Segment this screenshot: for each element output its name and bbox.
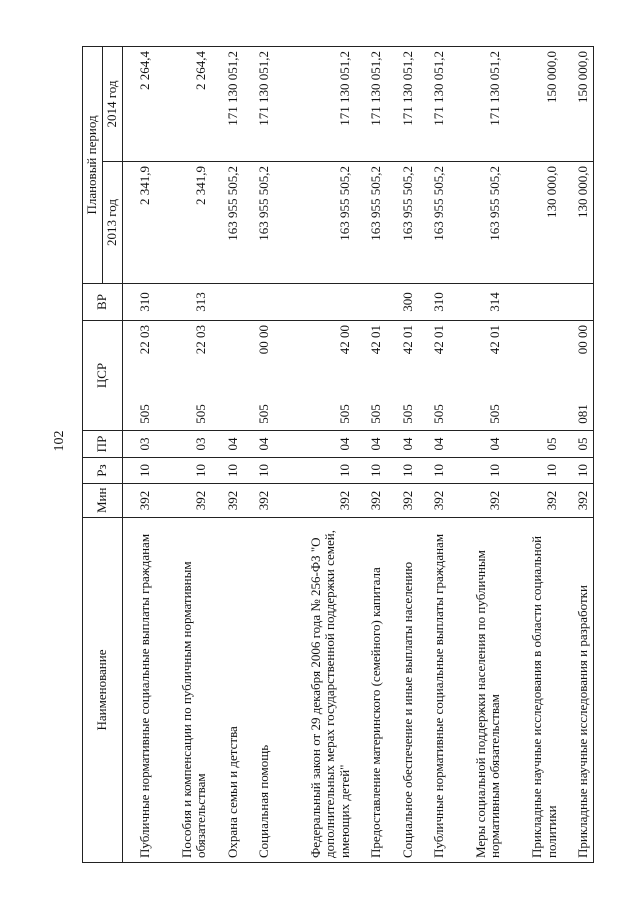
row-csr xyxy=(561,321,593,431)
row-2014: 150 000,0 xyxy=(561,46,593,161)
row-csr-part1: 505 xyxy=(337,404,353,424)
row-csr-part1: 505 xyxy=(431,404,447,424)
row-vr: 310 xyxy=(417,284,448,321)
table-row xyxy=(211,46,242,862)
row-2014: 2 264,4 xyxy=(155,46,211,161)
header-year-2014: 2014 год xyxy=(103,46,123,161)
row-2014: 171 130 051,2 xyxy=(355,46,386,161)
row-2013: 163 955 505,2 xyxy=(417,162,448,284)
row-rz: 10 xyxy=(505,458,561,484)
table-row xyxy=(386,46,417,862)
header-csr: ЦСР xyxy=(83,321,123,431)
row-pr: 04 xyxy=(355,431,386,458)
row-2014: 171 130 051,2 xyxy=(449,46,505,161)
row-csr-part2: 42 01 xyxy=(399,325,415,355)
row-min: 392 xyxy=(155,484,211,518)
row-rz: 10 xyxy=(242,458,273,484)
row-pr: 05 xyxy=(561,431,593,458)
row-rz: 10 xyxy=(123,458,155,484)
table-row xyxy=(449,46,505,862)
row-csr xyxy=(417,321,448,431)
row-pr: 04 xyxy=(242,431,273,458)
row-csr-part1: 081 xyxy=(575,404,591,424)
table-row xyxy=(155,46,211,862)
row-2014: 171 130 051,2 xyxy=(274,46,355,161)
row-vr xyxy=(211,284,242,321)
row-csr-part2: 00 00 xyxy=(256,325,272,355)
row-name: Федеральный закон от 29 декабря 2006 года № 256-ФЗ "О дополнительных мерах государственной поддержки семей, имеющих детей" xyxy=(274,518,355,863)
row-name: Прикладные научные исследования в области социальной политики xyxy=(505,518,561,863)
row-rz: 10 xyxy=(274,458,355,484)
row-rz: 10 xyxy=(211,458,242,484)
row-2014: 2 264,4 xyxy=(123,46,155,161)
row-vr: 313 xyxy=(155,284,211,321)
row-csr xyxy=(155,321,211,431)
row-2013: 130 000,0 xyxy=(561,162,593,284)
row-pr: 03 xyxy=(155,431,211,458)
row-2013: 163 955 505,2 xyxy=(242,162,273,284)
row-2014: 171 130 051,2 xyxy=(242,46,273,161)
row-name: Социальное обеспечение и иные выплаты населению xyxy=(386,518,417,863)
table-row xyxy=(242,46,273,862)
row-pr: 05 xyxy=(505,431,561,458)
row-min: 392 xyxy=(417,484,448,518)
row-csr-part1: 505 xyxy=(193,404,209,424)
row-2013: 130 000,0 xyxy=(505,162,561,284)
row-csr xyxy=(386,321,417,431)
row-2013: 163 955 505,2 xyxy=(211,162,242,284)
row-csr-part2: 22 03 xyxy=(137,325,153,355)
row-csr xyxy=(211,321,242,431)
row-rz: 10 xyxy=(155,458,211,484)
row-vr: 300 xyxy=(386,284,417,321)
table-row xyxy=(274,46,355,862)
table-row xyxy=(505,46,561,862)
row-vr: 314 xyxy=(449,284,505,321)
row-csr xyxy=(123,321,155,431)
budget-table xyxy=(82,46,594,863)
row-pr: 04 xyxy=(449,431,505,458)
row-2014: 171 130 051,2 xyxy=(386,46,417,161)
row-csr xyxy=(242,321,273,431)
row-rz: 10 xyxy=(449,458,505,484)
row-pr: 04 xyxy=(274,431,355,458)
row-pr: 04 xyxy=(211,431,242,458)
row-2014: 171 130 051,2 xyxy=(417,46,448,161)
row-pr: 04 xyxy=(386,431,417,458)
row-csr-part1: 505 xyxy=(137,404,153,424)
row-csr-part2: 00 00 xyxy=(575,325,591,355)
table-row xyxy=(123,46,155,862)
row-min: 392 xyxy=(505,484,561,518)
row-name: Социальная помощь xyxy=(242,518,273,863)
row-name: Пособия и компенсации по публичным нормативным обязательствам xyxy=(155,518,211,863)
row-csr-part2: 22 03 xyxy=(193,325,209,355)
row-2013: 163 955 505,2 xyxy=(355,162,386,284)
row-csr-part2: 42 01 xyxy=(368,325,384,355)
header-planned-period: Плановый период xyxy=(83,46,103,283)
row-vr xyxy=(274,284,355,321)
header-name: Наименование xyxy=(83,518,123,863)
row-rz: 10 xyxy=(386,458,417,484)
row-csr-part1: 505 xyxy=(368,404,384,424)
row-pr: 04 xyxy=(417,431,448,458)
header-pr: ПР xyxy=(83,431,123,458)
row-csr-part1: 505 xyxy=(399,404,415,424)
header-rz: Рз xyxy=(83,458,123,484)
row-2013: 2 341,9 xyxy=(123,162,155,284)
row-min: 392 xyxy=(274,484,355,518)
row-rz: 10 xyxy=(355,458,386,484)
row-min: 392 xyxy=(386,484,417,518)
row-2014: 171 130 051,2 xyxy=(211,46,242,161)
row-min: 392 xyxy=(449,484,505,518)
row-rz: 10 xyxy=(417,458,448,484)
row-min: 392 xyxy=(211,484,242,518)
table-row xyxy=(561,46,593,862)
row-csr-part1: 505 xyxy=(256,404,272,424)
table-body xyxy=(123,46,594,862)
row-name: Предоставление материнского (семейного) капитала xyxy=(355,518,386,863)
row-2013: 2 341,9 xyxy=(155,162,211,284)
row-min: 392 xyxy=(242,484,273,518)
row-csr-part1: 505 xyxy=(487,404,503,424)
row-name: Публичные нормативные социальные выплаты гражданам xyxy=(417,518,448,863)
row-rz: 10 xyxy=(561,458,593,484)
row-csr-part2: 42 01 xyxy=(431,325,447,355)
header-year-2013: 2013 год xyxy=(103,162,123,284)
row-csr xyxy=(449,321,505,431)
row-min: 392 xyxy=(355,484,386,518)
row-csr xyxy=(274,321,355,431)
row-vr xyxy=(355,284,386,321)
header-vr: ВР xyxy=(83,284,123,321)
table-row xyxy=(417,46,448,862)
row-vr xyxy=(242,284,273,321)
row-csr-part2: 42 01 xyxy=(487,325,503,355)
row-csr xyxy=(505,321,561,431)
row-2013: 163 955 505,2 xyxy=(386,162,417,284)
table-header xyxy=(83,46,123,862)
row-vr xyxy=(505,284,561,321)
row-2013: 163 955 505,2 xyxy=(274,162,355,284)
row-name: Публичные нормативные социальные выплаты гражданам xyxy=(123,518,155,863)
row-min: 392 xyxy=(561,484,593,518)
row-name: Прикладные научные исследования и разработки xyxy=(561,518,593,863)
page-number: 102 xyxy=(52,430,67,452)
rotated-page xyxy=(82,47,594,863)
row-2014: 150 000,0 xyxy=(505,46,561,161)
row-2013: 163 955 505,2 xyxy=(449,162,505,284)
row-name: Охрана семьи и детства xyxy=(211,518,242,863)
row-min: 392 xyxy=(123,484,155,518)
row-csr xyxy=(355,321,386,431)
row-vr xyxy=(561,284,593,321)
row-vr: 310 xyxy=(123,284,155,321)
table-row xyxy=(355,46,386,862)
header-min: Мин xyxy=(83,484,123,518)
row-pr: 03 xyxy=(123,431,155,458)
row-csr-part2: 42 00 xyxy=(337,325,353,355)
row-name: Меры социальной поддержки населения по публичным нормативным обязательствам xyxy=(449,518,505,863)
